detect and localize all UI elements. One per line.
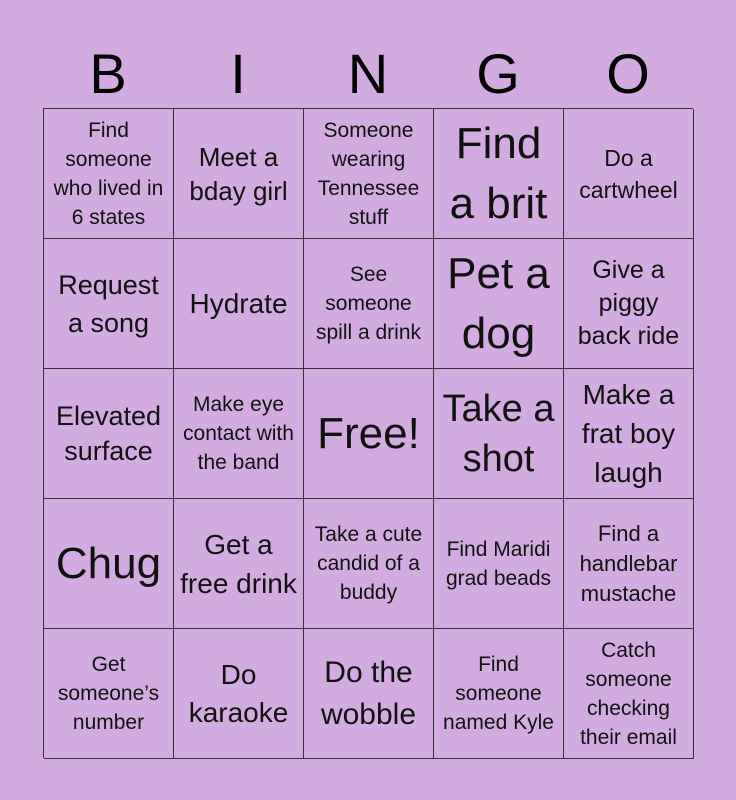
- cell-text: Chug: [55, 538, 162, 588]
- bingo-cell[interactable]: [564, 109, 694, 239]
- cell-text: Find a handlebar mustache: [579, 520, 678, 606]
- header-letter-g: G: [476, 42, 520, 105]
- cell-text: Make eye contact with the band: [183, 393, 294, 474]
- bingo-cell[interactable]: [434, 369, 564, 499]
- cell-text: Do the wobble: [320, 655, 417, 731]
- cell-text: Request a song: [58, 269, 159, 338]
- bingo-cell[interactable]: [304, 109, 434, 239]
- bingo-cell[interactable]: [44, 499, 174, 629]
- bingo-cell[interactable]: [44, 369, 174, 499]
- cell-text: Do a cartwheel: [579, 144, 678, 203]
- bingo-cell[interactable]: [564, 239, 694, 369]
- bingo-cell[interactable]: [564, 629, 694, 759]
- cell-text: Make a frat boy laugh: [581, 379, 676, 488]
- bingo-cell[interactable]: [174, 369, 304, 499]
- bingo-cell[interactable]: [434, 499, 564, 629]
- header-letter-b: B: [89, 42, 127, 105]
- bingo-cell[interactable]: [44, 239, 174, 369]
- cell-text: Meet a bday girl: [189, 141, 288, 206]
- bingo-cell[interactable]: [174, 499, 304, 629]
- cell-text: Get someone’s number: [57, 653, 160, 734]
- cell-text: Take a shot: [442, 387, 555, 480]
- cell-text: Hydrate: [189, 287, 288, 319]
- cell-text: Find someone who lived in 6 states: [53, 118, 164, 229]
- bingo-cell[interactable]: [304, 369, 434, 499]
- bingo-cell[interactable]: [44, 629, 174, 759]
- bingo-cell[interactable]: [564, 499, 694, 629]
- bingo-cell[interactable]: [434, 239, 564, 369]
- bingo-cell[interactable]: [434, 629, 564, 759]
- bingo-cell[interactable]: [434, 109, 564, 239]
- bingo-cell[interactable]: [304, 499, 434, 629]
- cell-text: Get a free drink: [180, 528, 297, 599]
- bingo-cell[interactable]: [174, 109, 304, 239]
- cell-text: Give a piggy back ride: [577, 256, 680, 350]
- bingo-cell[interactable]: [44, 109, 174, 239]
- cell-text: See someone spill a drink: [315, 263, 422, 344]
- bingo-board: [43, 108, 693, 758]
- bingo-cell[interactable]: [174, 239, 304, 369]
- cell-text: Catch someone checking their email: [580, 638, 677, 749]
- cell-text: Find Maridi grad beads: [445, 537, 552, 590]
- cell-text: Elevated surface: [55, 400, 162, 466]
- header-letter-n: N: [347, 42, 389, 105]
- bingo-header: [43, 40, 693, 108]
- cell-text: Find someone named Kyle: [443, 653, 554, 734]
- cell-text: Someone wearing Tennessee stuff: [317, 118, 420, 229]
- bingo-cell[interactable]: [174, 629, 304, 759]
- cell-text: Free!: [317, 408, 420, 458]
- bingo-cell[interactable]: [564, 369, 694, 499]
- cell-text: Do karaoke: [188, 658, 289, 728]
- cell-text: Take a cute candid of a buddy: [314, 523, 423, 604]
- cell-text: Find a brit: [449, 118, 548, 228]
- bingo-cell[interactable]: [304, 629, 434, 759]
- bingo-cell[interactable]: [304, 239, 434, 369]
- header-letter-o: O: [606, 42, 650, 105]
- cell-text: Pet a dog: [447, 248, 550, 358]
- header-letter-i: I: [230, 42, 246, 105]
